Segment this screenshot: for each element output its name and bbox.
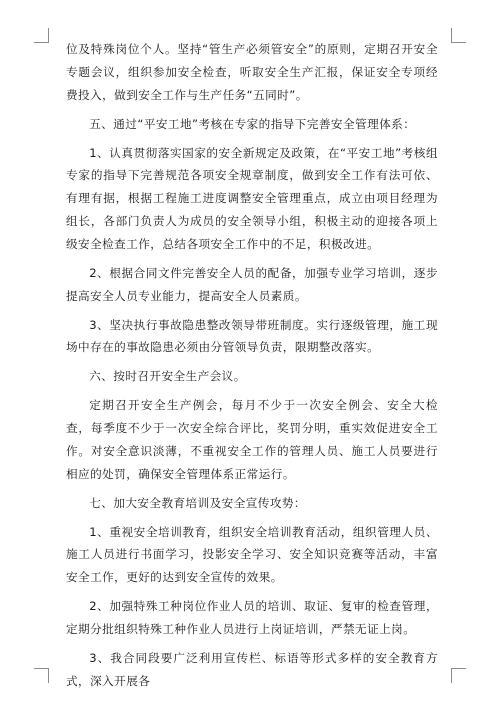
heading-section-5: 五、通过“平安工地”考核在专家的指导下完善安全管理体系： — [89, 116, 416, 131]
paragraph-5-2: 2、根据合同文件完善安全人员的配备，加强专业学习培训，逐步提高安全人员专业能力，提高安全人员素质。 — [66, 265, 438, 303]
heading-section-6: 六、按时召开安全生产会议。 — [89, 369, 246, 384]
paragraph-5-3: 3、坚决执行事故隐患整改领导带班制度。实行逐级管理，施工现场中存在的事故隐患必须由分管领导负责，限期整改落实。 — [66, 317, 438, 355]
crop-mark-bottom-right — [451, 668, 466, 683]
paragraph-6-body: 定期召开安全生产例会，每月不少于一次安全例会、安全大检查，每季度不少于一次安全综合评比，奖罚分明，重实效促进安全工作。对安全意识淡薄，不重视安全工作的管理人员、施工人员要进行相应的处罚，确保安全管理体系正常运行。 — [66, 398, 438, 481]
crop-mark-bottom-left — [34, 668, 49, 683]
heading-section-7: 七、加大安全教育培训及安全宣传攻势： — [89, 495, 306, 510]
paragraph-continued: 位及特殊岗位个人。坚持“管生产必须管安全”的原则，定期召开安全专题会议，组织参加安全检查，听取安全生产汇报，保证安全专项经费投入，做到安全工作与生产任务“五同时”。 — [66, 42, 438, 102]
crop-mark-top-right — [451, 28, 466, 43]
paragraph-5-1: 1、认真贯彻落实国家的安全新规定及政策，在“平安工地”考核组专家的指导下完善规范各项安全规章制度，做到安全工作有法可依、有理有据，根据工程施工进度调整安全管理重点，成立由项目经理为组长，各部门负责人为成员的安全领导小组，积极主动的迎接各项上级安全检查工作，总结各项安全工作中的不足，积极改进。 — [66, 145, 438, 251]
paragraph-7-1: 1、重视安全培训教育，组织安全培训教育活动，组织管理人员、施工人员进行书面学习，投影安全学习、安全知识竞赛等活动，丰富安全工作，更好的达到安全宣传的效果。 — [66, 524, 438, 585]
document-body — [66, 38, 438, 699]
paragraph-7-3: 3、我合同段要广泛利用宣传栏、标语等形式多样的安全教育方式，深入开展各 — [66, 651, 438, 688]
paragraph-7-2: 2、加强特殊工种岗位作业人员的培训、取证、复审的检查管理，定期分批组织特殊工种作业人员进行上岗证培训，严禁无证上岗。 — [66, 599, 438, 637]
crop-mark-top-left — [34, 28, 49, 43]
